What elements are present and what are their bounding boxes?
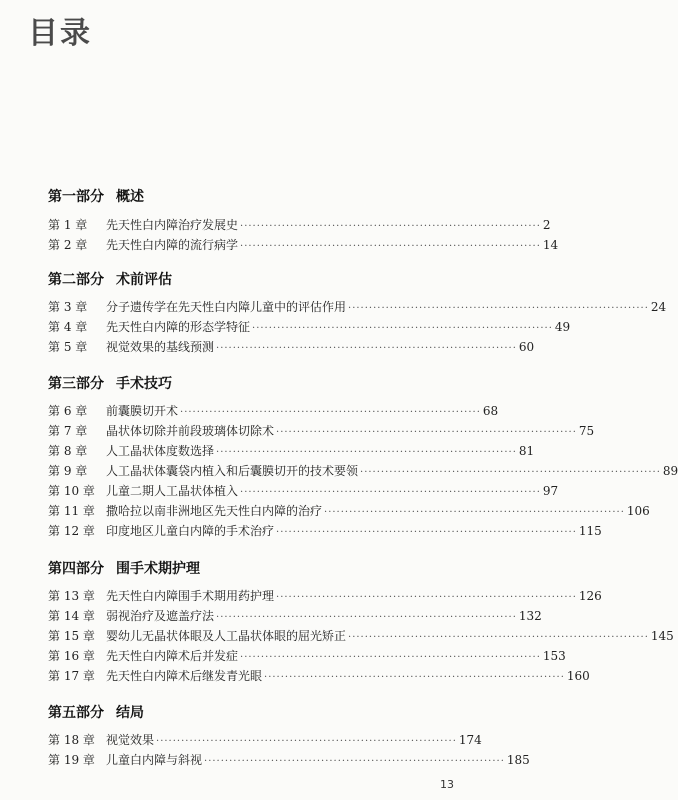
dot-leader: ········································································ <box>216 343 517 354</box>
part-label: 第二部分 <box>48 272 104 288</box>
dot-leader: ········································································ <box>276 592 577 603</box>
part-header-5 <box>48 702 144 722</box>
chapter-number: 第 2 章 <box>48 238 88 252</box>
chapter-page: 68 <box>482 404 499 418</box>
toc-row-chapter-6[interactable] <box>48 402 499 420</box>
chapter-page: 126 <box>578 589 602 603</box>
toc-row-chapter-4[interactable] <box>48 318 571 336</box>
chapter-page: 97 <box>542 484 559 498</box>
chapter-title: 婴幼儿无晶状体眼及人工晶状体眼的屈光矫正 <box>106 629 347 643</box>
chapter-page: 160 <box>566 669 590 683</box>
chapter-page: 115 <box>578 524 602 538</box>
page-number: 13 <box>440 778 454 791</box>
part-label: 第四部分 <box>48 561 104 577</box>
part-header-4 <box>48 558 200 578</box>
part-label: 第三部分 <box>48 376 104 392</box>
dot-leader: ········································································ <box>216 612 517 623</box>
toc-row-chapter-5[interactable] <box>48 338 535 356</box>
part-name: 手术技巧 <box>116 376 172 392</box>
dot-leader: ········································································ <box>276 527 577 538</box>
chapter-title: 视觉效果 <box>106 733 155 747</box>
chapter-title: 人工晶状体度数选择 <box>106 444 215 458</box>
part-label: 第五部分 <box>48 705 104 721</box>
chapter-number: 第 18 章 <box>48 733 95 747</box>
chapter-page: 145 <box>650 629 674 643</box>
chapter-number: 第 6 章 <box>48 404 88 418</box>
chapter-number: 第 16 章 <box>48 649 95 663</box>
part-name: 结局 <box>116 705 144 721</box>
chapter-number: 第 8 章 <box>48 444 88 458</box>
chapter-title: 弱视治疗及遮盖疗法 <box>106 609 215 623</box>
chapter-number: 第 3 章 <box>48 300 88 314</box>
chapter-title: 先天性白内障的形态学特征 <box>106 320 251 334</box>
chapter-number: 第 9 章 <box>48 464 88 478</box>
page-title: 目录 <box>28 16 92 51</box>
chapter-page: 106 <box>626 504 650 518</box>
chapter-number: 第 10 章 <box>48 484 95 498</box>
chapter-page: 75 <box>578 424 595 438</box>
part-header-2 <box>48 269 172 289</box>
chapter-number: 第 17 章 <box>48 669 95 683</box>
chapter-number: 第 5 章 <box>48 340 88 354</box>
toc-row-chapter-16[interactable] <box>48 647 566 665</box>
chapter-title: 印度地区儿童白内障的手术治疗 <box>106 524 275 538</box>
chapter-number: 第 14 章 <box>48 609 95 623</box>
chapter-page: 49 <box>554 320 571 334</box>
chapter-title: 先天性白内障的流行病学 <box>106 238 239 252</box>
chapter-page: 89 <box>662 464 678 478</box>
chapter-page: 153 <box>542 649 566 663</box>
dot-leader: ········································································ <box>252 323 553 334</box>
part-name: 围手术期护理 <box>116 561 200 577</box>
chapter-page: 132 <box>518 609 542 623</box>
dot-leader: ········································································ <box>240 241 541 252</box>
toc-row-chapter-7[interactable] <box>48 422 595 440</box>
chapter-title: 前囊膜切开术 <box>106 404 179 418</box>
dot-leader: ········································································ <box>348 303 649 314</box>
chapter-title: 先天性白内障治疗发展史 <box>106 218 239 232</box>
chapter-title: 晶状体切除并前段玻璃体切除术 <box>106 424 275 438</box>
part-header-3 <box>48 373 172 393</box>
dot-leader: ········································································ <box>240 487 541 498</box>
chapter-page: 81 <box>518 444 535 458</box>
toc-row-chapter-2[interactable] <box>48 236 559 254</box>
chapter-page: 24 <box>650 300 667 314</box>
chapter-title: 先天性白内障围手术期用药护理 <box>106 589 275 603</box>
toc-row-chapter-12[interactable] <box>48 522 602 540</box>
toc-row-chapter-9[interactable] <box>48 462 678 480</box>
chapter-number: 第 15 章 <box>48 629 95 643</box>
dot-leader: ········································································ <box>240 221 541 232</box>
toc-row-chapter-10[interactable] <box>48 482 559 500</box>
toc-row-chapter-17[interactable] <box>48 667 590 685</box>
dot-leader: ········································································ <box>276 427 577 438</box>
chapter-number: 第 19 章 <box>48 753 95 767</box>
chapter-title: 儿童白内障与斜视 <box>106 753 203 767</box>
chapter-title: 视觉效果的基线预测 <box>106 340 215 354</box>
chapter-title: 儿童二期人工晶状体植入 <box>106 484 239 498</box>
dot-leader: ········································································ <box>204 756 505 767</box>
toc-row-chapter-14[interactable] <box>48 607 542 625</box>
toc-row-chapter-1[interactable] <box>48 216 551 234</box>
chapter-number: 第 7 章 <box>48 424 88 438</box>
dot-leader: ········································································ <box>348 632 649 643</box>
chapter-title: 人工晶状体囊袋内植入和后囊膜切开的技术要领 <box>106 464 359 478</box>
dot-leader: ········································································ <box>324 507 625 518</box>
toc-row-chapter-13[interactable] <box>48 587 602 605</box>
part-name: 术前评估 <box>116 272 172 288</box>
toc-row-chapter-19[interactable] <box>48 751 530 769</box>
chapter-number: 第 4 章 <box>48 320 88 334</box>
dot-leader: ········································································ <box>360 467 661 478</box>
chapter-page: 2 <box>542 218 551 232</box>
chapter-page: 174 <box>458 733 482 747</box>
dot-leader: ········································································ <box>156 736 457 747</box>
toc-row-chapter-8[interactable] <box>48 442 535 460</box>
chapter-page: 60 <box>518 340 535 354</box>
dot-leader: ········································································ <box>240 652 541 663</box>
toc-row-chapter-3[interactable] <box>48 298 667 316</box>
dot-leader: ········································································ <box>216 447 517 458</box>
dot-leader: ········································································ <box>264 672 565 683</box>
chapter-page: 14 <box>542 238 559 252</box>
chapter-title: 先天性白内障术后继发青光眼 <box>106 669 263 683</box>
part-name: 概述 <box>116 189 144 205</box>
toc-row-chapter-11[interactable] <box>48 502 650 520</box>
chapter-title: 分子遗传学在先天性白内障儿童中的评估作用 <box>106 300 347 314</box>
chapter-title: 先天性白内障术后并发症 <box>106 649 239 663</box>
part-header-1 <box>48 186 144 206</box>
toc-row-chapter-15[interactable] <box>48 627 674 645</box>
dot-leader: ········································································ <box>180 407 481 418</box>
chapter-title: 撒哈拉以南非洲地区先天性白内障的治疗 <box>106 504 323 518</box>
chapter-number: 第 1 章 <box>48 218 88 232</box>
chapter-number: 第 11 章 <box>48 504 95 518</box>
chapter-page: 185 <box>506 753 530 767</box>
part-label: 第一部分 <box>48 189 104 205</box>
chapter-number: 第 13 章 <box>48 589 95 603</box>
toc-row-chapter-18[interactable] <box>48 731 482 749</box>
chapter-number: 第 12 章 <box>48 524 95 538</box>
